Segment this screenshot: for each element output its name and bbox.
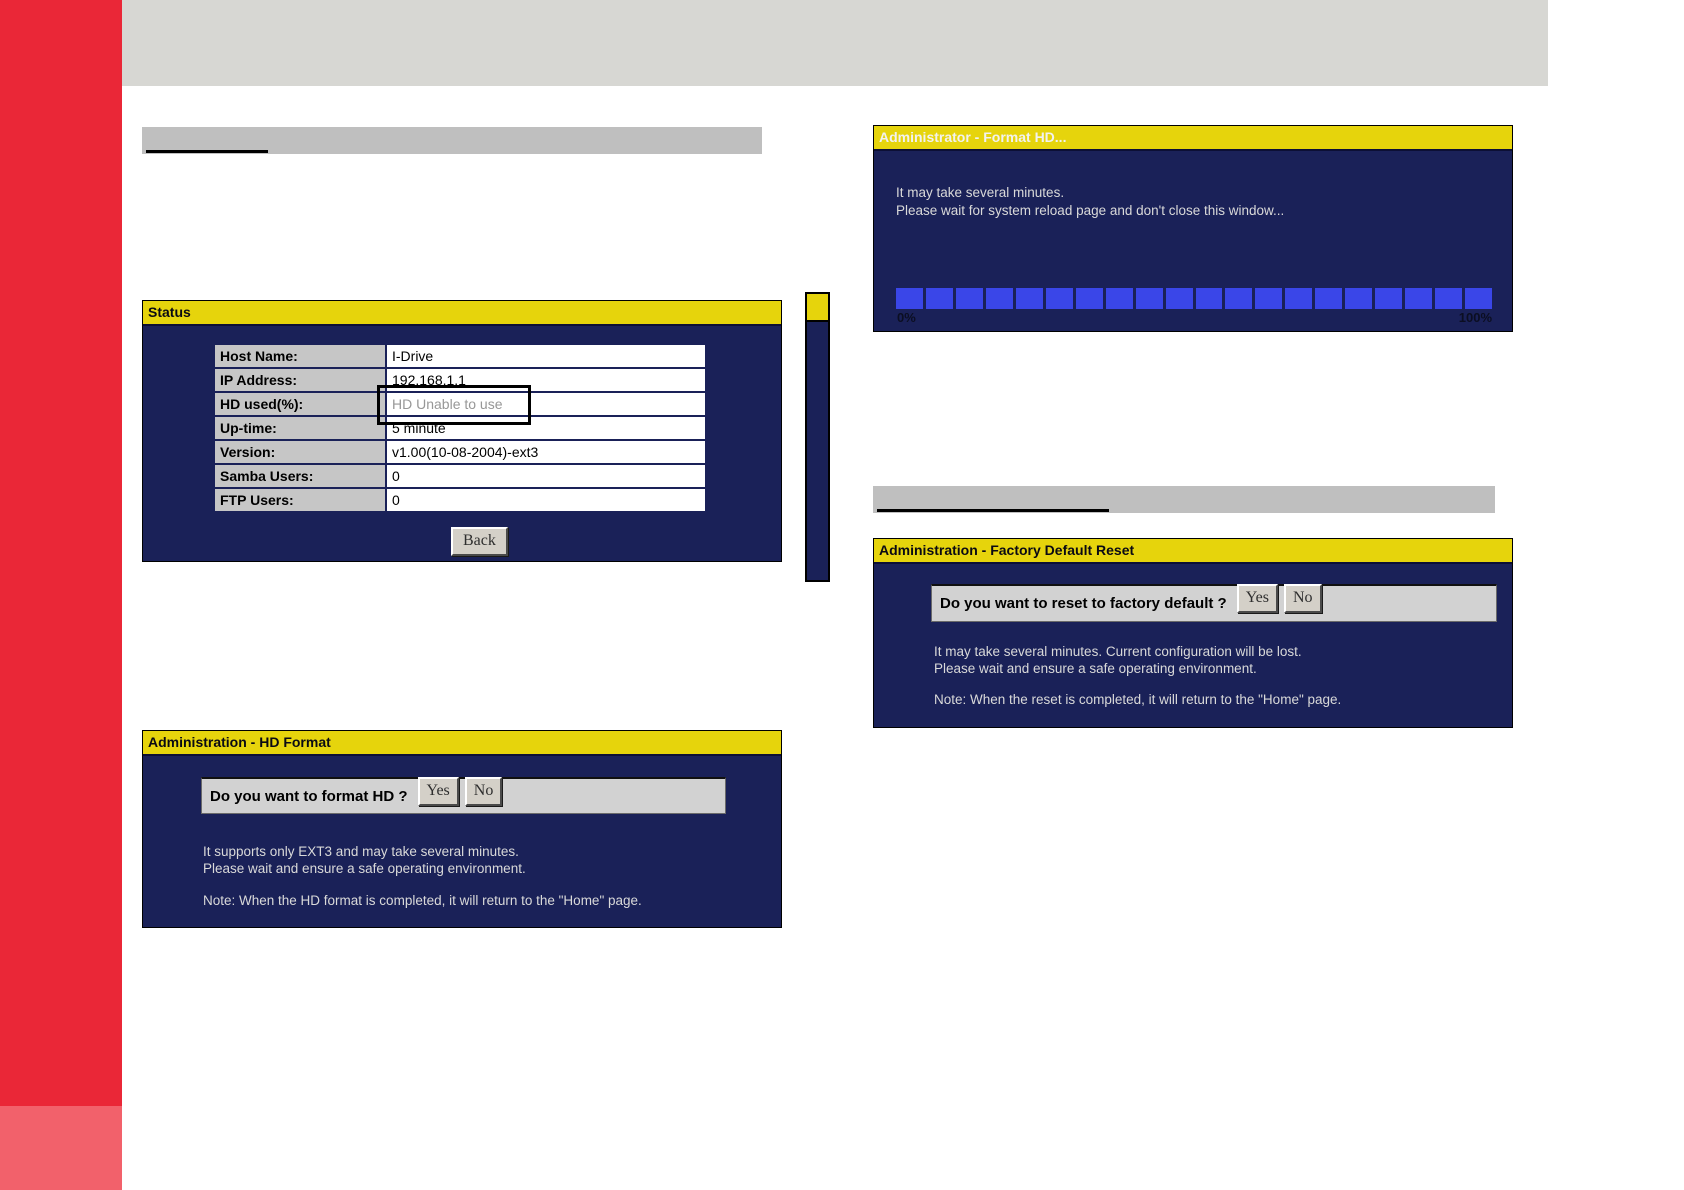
status-row-value: 0: [386, 488, 706, 512]
progress-segment: [1435, 288, 1462, 309]
factory-reset-question-bar: [931, 584, 1497, 622]
status-row-value: 192.168.1.1: [386, 368, 706, 392]
progress-segment: [1375, 288, 1402, 309]
status-row-value: I-Drive: [386, 344, 706, 368]
format-progress-line2: Please wait for system reload page and don't close this window...: [896, 203, 1285, 218]
status-row-label: FTP Users:: [214, 488, 386, 512]
progress-segment: [1046, 288, 1073, 309]
hd-format-note2: Please wait and ensure a safe operating environment.: [203, 861, 526, 876]
progress-segment: [1106, 288, 1133, 309]
top-gray-header-band: [122, 0, 1548, 86]
progress-segment: [896, 288, 923, 309]
status-panel-title: Status: [143, 301, 781, 326]
hd-format-no-button[interactable]: No: [465, 777, 503, 806]
hd-format-note1: It supports only EXT3 and may take several minutes.: [203, 844, 519, 859]
hd-format-title: Administration - HD Format: [143, 731, 781, 756]
progress-segment: [986, 288, 1013, 309]
status-row-label: Host Name:: [214, 344, 386, 368]
factory-reset-note1: It may take several minutes. Current configuration will be lost.: [934, 644, 1302, 659]
progress-end-label: 100%: [1458, 310, 1492, 325]
hd-unable-annotation-box: [377, 385, 531, 425]
table-row: [214, 464, 706, 488]
status-row-value: 0: [386, 464, 706, 488]
progress-segment: [1196, 288, 1223, 309]
factory-reset-yes-button[interactable]: Yes: [1237, 584, 1278, 613]
factory-reset-question: Do you want to reset to factory default ?: [940, 595, 1227, 612]
progress-segment: [926, 288, 953, 309]
status-row-label: HD used(%):: [214, 392, 386, 416]
factory-reset-note3: Note: When the reset is completed, it will return to the "Home" page.: [934, 692, 1342, 707]
status-row-value-hd-unable: HD Unable to use: [386, 392, 706, 416]
heading-underline-right: [877, 509, 1109, 512]
hd-format-note3: Note: When the HD format is completed, it will return to the "Home" page.: [203, 893, 642, 908]
progress-segment: [1225, 288, 1252, 309]
table-row: [214, 344, 706, 368]
status-row-value: v1.00(10-08-2004)-ext3: [386, 440, 706, 464]
status-table: [213, 343, 707, 513]
cropped-screenshot-fragment-titlebar: [807, 294, 828, 322]
status-row-label: Samba Users:: [214, 464, 386, 488]
left-red-margin-bar-light-section: [0, 1106, 122, 1190]
redacted-heading-left: [142, 127, 762, 154]
progress-segment: [1315, 288, 1342, 309]
heading-underline-left: [146, 150, 268, 153]
hd-format-question-bar: [201, 777, 726, 814]
factory-reset-title: Administration - Factory Default Reset: [874, 539, 1512, 564]
progress-segment: [1405, 288, 1432, 309]
factory-reset-no-button[interactable]: No: [1284, 584, 1322, 613]
factory-reset-note2: Please wait and ensure a safe operating environment.: [934, 661, 1257, 676]
format-progress-bar: [896, 288, 1492, 309]
cropped-screenshot-fragment: [805, 292, 830, 582]
progress-segment: [956, 288, 983, 309]
redacted-heading-right: [873, 486, 1495, 513]
hd-format-question: Do you want to format HD ?: [210, 787, 408, 805]
progress-segment: [1285, 288, 1312, 309]
status-panel: [142, 300, 782, 562]
table-row: [214, 488, 706, 512]
status-row-value: 5 minute: [386, 416, 706, 440]
factory-reset-panel: [873, 538, 1513, 728]
table-row: [214, 440, 706, 464]
format-hd-progress-panel: [873, 125, 1513, 332]
progress-start-label: 0%: [897, 310, 916, 325]
progress-segment: [1076, 288, 1103, 309]
hd-format-panel: [142, 730, 782, 928]
progress-segment: [1345, 288, 1372, 309]
status-row-label: Up-time:: [214, 416, 386, 440]
progress-segment: [1166, 288, 1193, 309]
back-button[interactable]: Back: [451, 527, 508, 556]
format-progress-line1: It may take several minutes.: [896, 185, 1065, 200]
status-row-label: Version:: [214, 440, 386, 464]
left-red-margin-bar: [0, 0, 122, 1190]
progress-segment: [1255, 288, 1282, 309]
format-hd-progress-title: Administrator - Format HD...: [874, 126, 1512, 151]
progress-segment: [1136, 288, 1163, 309]
hd-format-yes-button[interactable]: Yes: [418, 777, 459, 806]
status-row-label: IP Address:: [214, 368, 386, 392]
progress-segment: [1465, 288, 1492, 309]
progress-segment: [1016, 288, 1043, 309]
